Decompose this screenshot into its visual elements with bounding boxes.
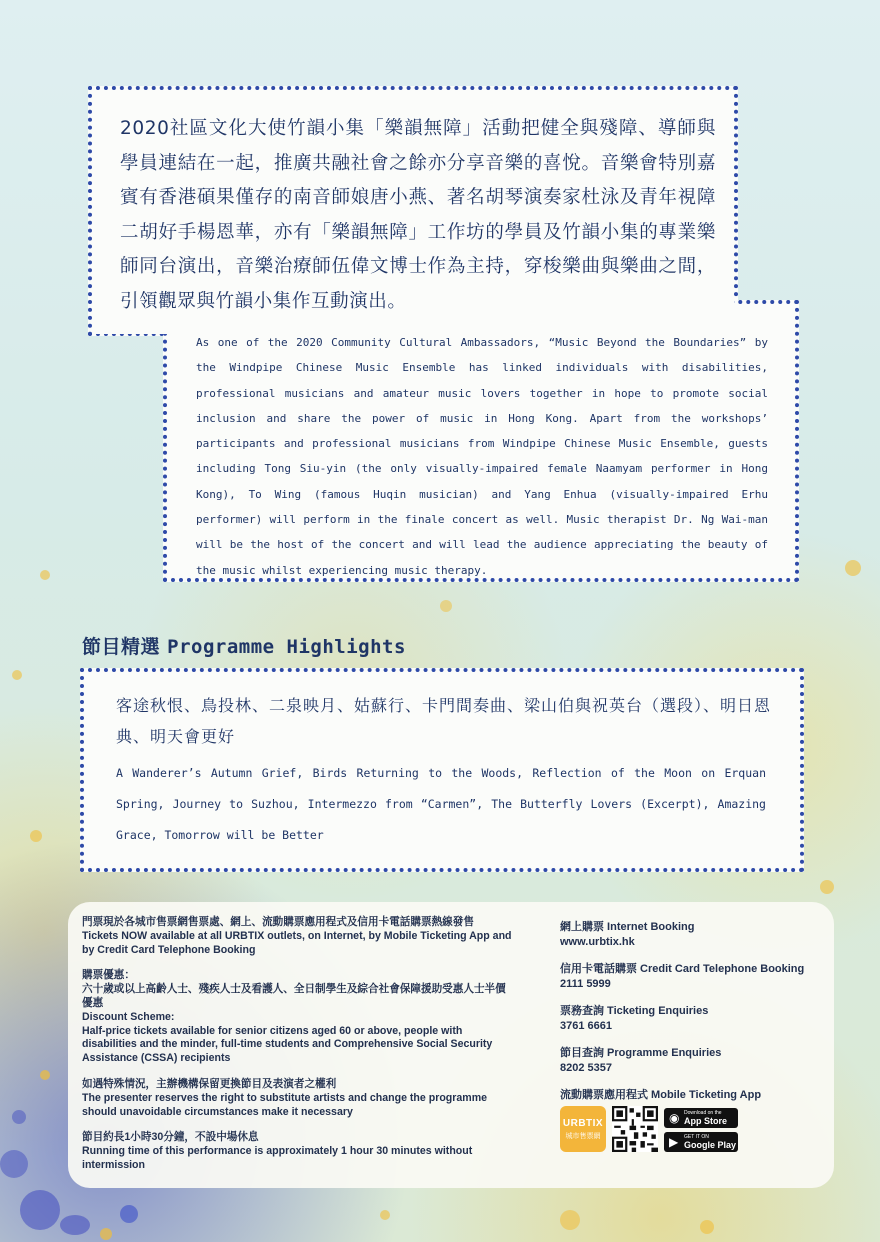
ticket-enquiries-label: 票務查詢 Ticketing Enquiries bbox=[560, 1005, 709, 1017]
discount-label-en: Discount Scheme: bbox=[82, 1010, 175, 1023]
internet-booking-label: 網上購票 Internet Booking bbox=[560, 921, 695, 933]
tickets-en: Tickets NOW available at all URBTIX outlets, on Internet, by Mobile Ticketing App and by Credit Card Telephone Booking bbox=[82, 929, 512, 956]
apple-icon: ◉ bbox=[669, 1111, 680, 1125]
running-time-en: Running time of this performance is approximately 1 hour 30 minutes without intermission bbox=[82, 1145, 473, 1171]
app-store-badge[interactable] bbox=[664, 1108, 738, 1128]
tickets-zh: 門票現於各城市售票網售票處、網上、流動購票應用程式及信用卡電話購票熱線發售 bbox=[82, 916, 474, 928]
highlights-english-list: A Wanderer’s Autumn Grief, Birds Returning to the Woods, Reflection of the Moon on Erquan Spring, Journey to Suzhou, Intermezzo from “Carmen”, The Butterfly Lovers (Excerpt), Amazing Grace, Tomorrow will be Better bbox=[116, 766, 766, 842]
internet-booking-link[interactable]: www.urbtix.hk bbox=[560, 935, 635, 948]
discount-zh: 六十歲或以上高齡人士、殘疾人士及看護人、全日制學生及綜合社會保障援助受惠人士半價優惠 bbox=[82, 983, 506, 1009]
running-time-zh: 節目約長1小時30分鐘，不設中場休息 bbox=[82, 1131, 259, 1144]
contact-info bbox=[560, 920, 830, 1116]
programme-enquiries-label: 節目查詢 Programme Enquiries bbox=[560, 1047, 722, 1059]
urbtix-logo[interactable] bbox=[560, 1106, 606, 1152]
highlights-title-en: Programme Highlights bbox=[167, 636, 406, 658]
running-time-section bbox=[82, 1131, 514, 1172]
app-store-small: Download on the bbox=[684, 1110, 722, 1116]
google-play-big: Google Play bbox=[684, 1140, 737, 1150]
google-play-small: GET IT ON bbox=[684, 1134, 709, 1140]
discount-en: Half-price tickets available for senior citizens aged 60 or above, people with disabilities and the minder, full-time students and Comprehensive Social Security Assistance (CSSA) recipients bbox=[82, 1024, 493, 1065]
play-icon: ▶ bbox=[669, 1135, 679, 1149]
ticket-enquiries-number: 3761 6661 bbox=[560, 1019, 612, 1032]
phone-booking-number: 2111 5999 bbox=[560, 977, 611, 990]
rights-zh: 如遇特殊情況，主辦機構保留更換節目及表演者之權利 bbox=[82, 1077, 337, 1090]
intro-english-text: As one of the 2020 Community Cultural Ambassadors, “Music Beyond the Boundaries” by the Windpipe Chinese Music Ensemble has linked individuals with disabilities, professional musicians and amateur music lovers together in hope to promote social inclusion and share the power of music in Hong Kong. Apart from the workshops’ participants and professional musicians from Windpipe Chinese Music Ensemble, guests including Tong Siu-yin (the only visually-impaired female Naamyam performer in Hong Kong), To Wing (famous Huqin musician) and Yang Enhua (visually-impaired Erhu performer) will perform in the finale concert as well. Music therapist Dr. Ng Wai-man will be the host of the concert and will lead the audience appreciating the beauty of the music whilst experiencing music therapy. bbox=[196, 336, 768, 577]
app-store-big: App Store bbox=[684, 1116, 728, 1126]
discount-section bbox=[82, 969, 514, 1066]
discount-label-zh: 購票優惠： bbox=[82, 969, 135, 982]
ticket-info-left bbox=[82, 916, 514, 1185]
highlights-title bbox=[82, 632, 406, 659]
tickets-section bbox=[82, 916, 514, 957]
urbtix-logo-name: URBTIX bbox=[562, 1118, 604, 1129]
highlights-title-zh: 節目精選 bbox=[82, 636, 161, 658]
rights-en: The presenter reserves the right to substitute artists and change the programme should unavoidable circumstances make it necessary bbox=[82, 1091, 488, 1118]
rights-section bbox=[82, 1078, 514, 1119]
mobile-app-label: 流動購票應用程式 Mobile Ticketing App bbox=[560, 1089, 762, 1101]
programme-enquiries-number: 8202 5357 bbox=[560, 1061, 612, 1074]
qr-code[interactable] bbox=[612, 1106, 658, 1152]
google-play-badge[interactable] bbox=[664, 1132, 738, 1152]
urbtix-logo-zh: 城市售票網 bbox=[565, 1133, 601, 1140]
highlights-chinese-list: 客途秋恨、鳥投林、二泉映月、姑蘇行、卡門間奏曲、梁山伯與祝英台（選段）、明日恩典、明天會更好 bbox=[116, 696, 772, 746]
phone-booking-label: 信用卡電話購票 Credit Card Telephone Booking bbox=[560, 963, 805, 975]
intro-chinese-text: 2020社區文化大使竹韻小集「樂韻無障」活動把健全與殘障、導師與學員連結在一起，推廣共融社會之餘亦分享音樂的喜悅。音樂會特別嘉賓有香港碩果僅存的南音師娘唐小燕、著名胡琴演奏家杜泳及青年視障二胡好手楊恩華，亦有「樂韻無障」工作坊的學員及竹韻小集的專業樂師同台演出，音樂治療師伍偉文博士作為主持，穿梭樂曲與樂曲之間，引領觀眾與竹韻小集作互動演出。 bbox=[120, 118, 716, 312]
